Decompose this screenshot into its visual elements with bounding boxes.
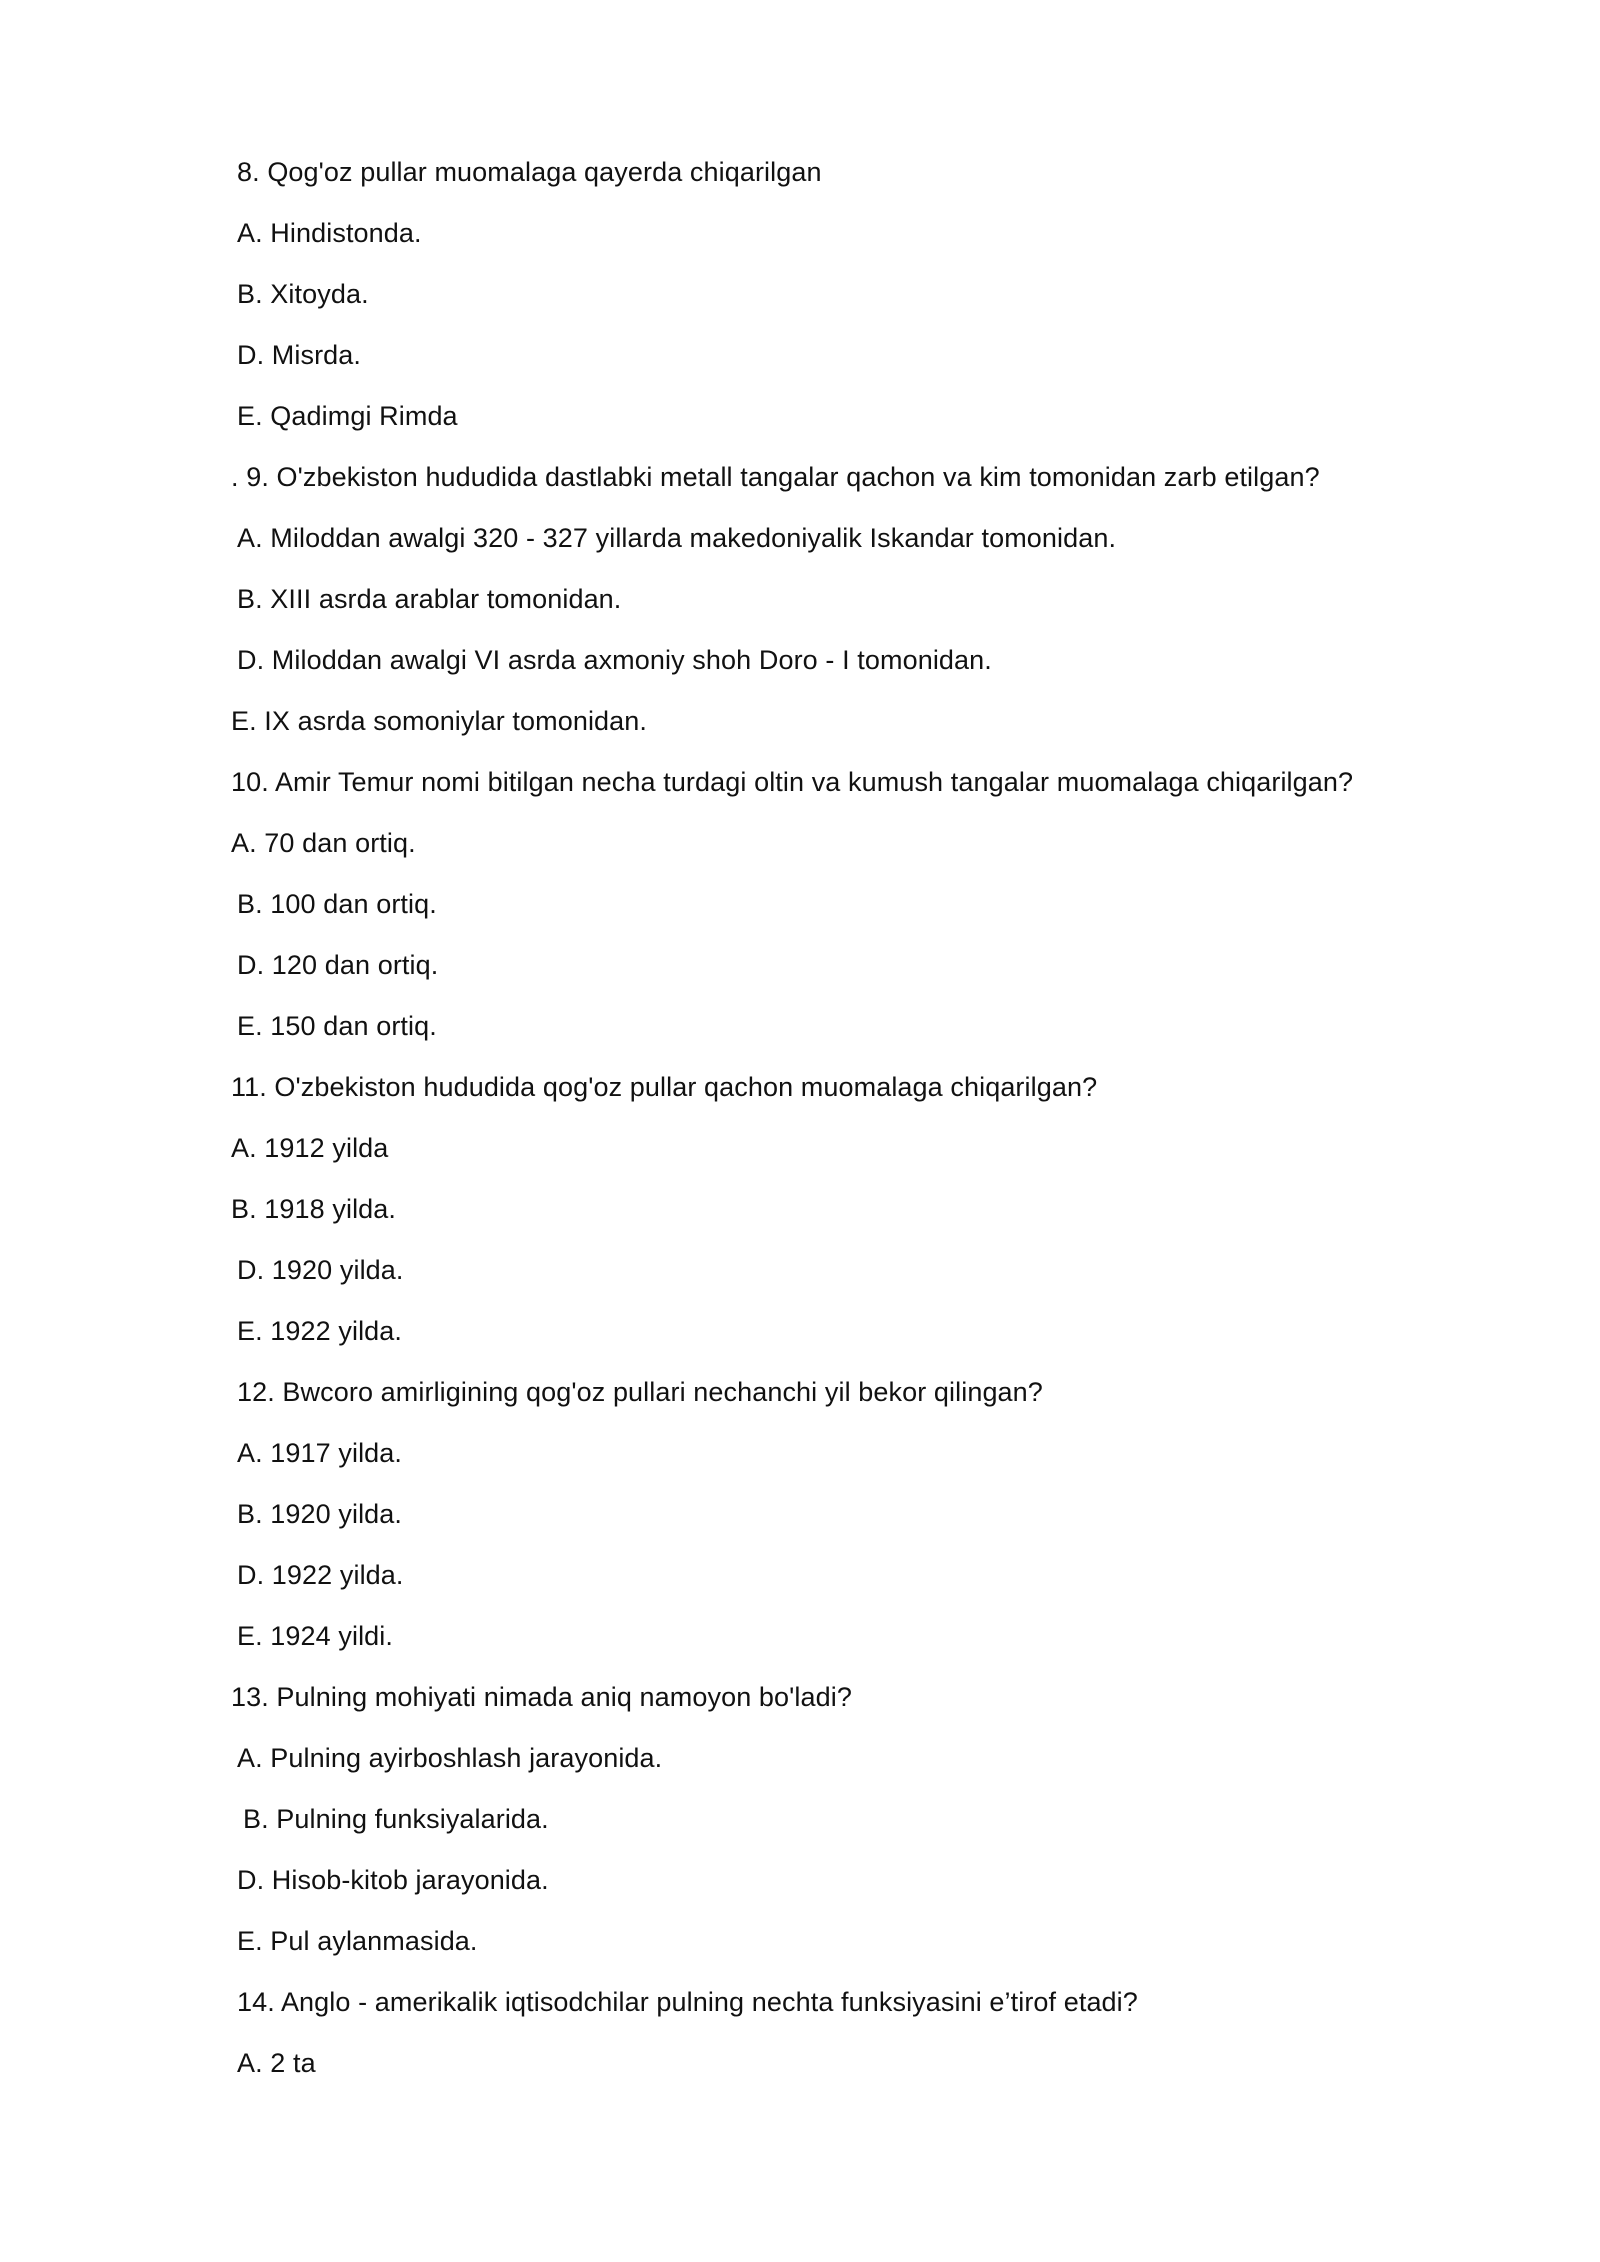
- answer-option: E. 1922 yilda.: [237, 1316, 403, 1346]
- answer-option: E. Pul aylanmasida.: [237, 1926, 478, 1956]
- answer-option: D. 120 dan ortiq.: [237, 950, 439, 980]
- question-11: 11. O'zbekiston hududida qog'oz pullar qachon muomalaga chiqarilgan?: [231, 1072, 1098, 1102]
- answer-option: D. Misrda.: [237, 340, 362, 370]
- document-page: [0, 148, 1600, 2100]
- question-12: 12. Bwcoro amirligining qog'oz pullari nechanchi yil bekor qilingan?: [237, 1377, 1043, 1407]
- answer-option: E. Qadimgi Rimda: [237, 401, 458, 431]
- answer-option: A. 1917 yilda.: [237, 1438, 403, 1468]
- answer-option: A. 70 dan ortiq.: [231, 828, 416, 858]
- answer-option: A. 2 ta: [237, 2048, 316, 2078]
- answer-option: E. 150 dan ortiq.: [237, 1011, 437, 1041]
- answer-option: B. 100 dan ortiq.: [237, 889, 437, 919]
- answer-option: E. 1924 yildi.: [237, 1621, 393, 1651]
- answer-option: B. 1920 yilda.: [237, 1499, 403, 1529]
- answer-option: A. 1912 yilda: [231, 1133, 389, 1163]
- answer-option: D. 1922 yilda.: [237, 1560, 404, 1590]
- question-14: 14. Anglo - amerikalik iqtisodchilar pulning nechta funksiyasini e’tirof etadi?: [237, 1987, 1138, 2017]
- answer-option: D. 1920 yilda.: [237, 1255, 404, 1285]
- answer-option: A. Pulning ayirboshlash jarayonida.: [237, 1743, 663, 1773]
- question-8: 8. Qog'oz pullar muomalaga qayerda chiqarilgan: [237, 157, 822, 187]
- answer-option: D. Miloddan awalgi VI asrda axmoniy shoh Doro - I tomonidan.: [237, 645, 992, 675]
- question-9: . 9. O'zbekiston hududida dastlabki metall tangalar qachon va kim tomonidan zarb etilgan?: [231, 462, 1320, 492]
- answer-option: B. Xitoyda.: [237, 279, 369, 309]
- answer-option: E. IX asrda somoniylar tomonidan.: [231, 706, 647, 736]
- answer-option: B. XIII asrda arablar tomonidan.: [237, 584, 622, 614]
- answer-option: A. Miloddan awalgi 320 - 327 yillarda makedoniyalik Iskandar tomonidan.: [237, 523, 1117, 553]
- question-10: 10. Amir Temur nomi bitilgan necha turdagi oltin va kumush tangalar muomalaga chiqarilgan?: [231, 767, 1354, 797]
- answer-option: A. Hindistonda.: [237, 218, 422, 248]
- answer-option: B. Pulning funksiyalarida.: [243, 1804, 549, 1834]
- answer-option: B. 1918 yilda.: [231, 1194, 397, 1224]
- answer-option: D. Hisob-kitob jarayonida.: [237, 1865, 549, 1895]
- question-13: 13. Pulning mohiyati nimada aniq namoyon bo'ladi?: [231, 1682, 852, 1712]
